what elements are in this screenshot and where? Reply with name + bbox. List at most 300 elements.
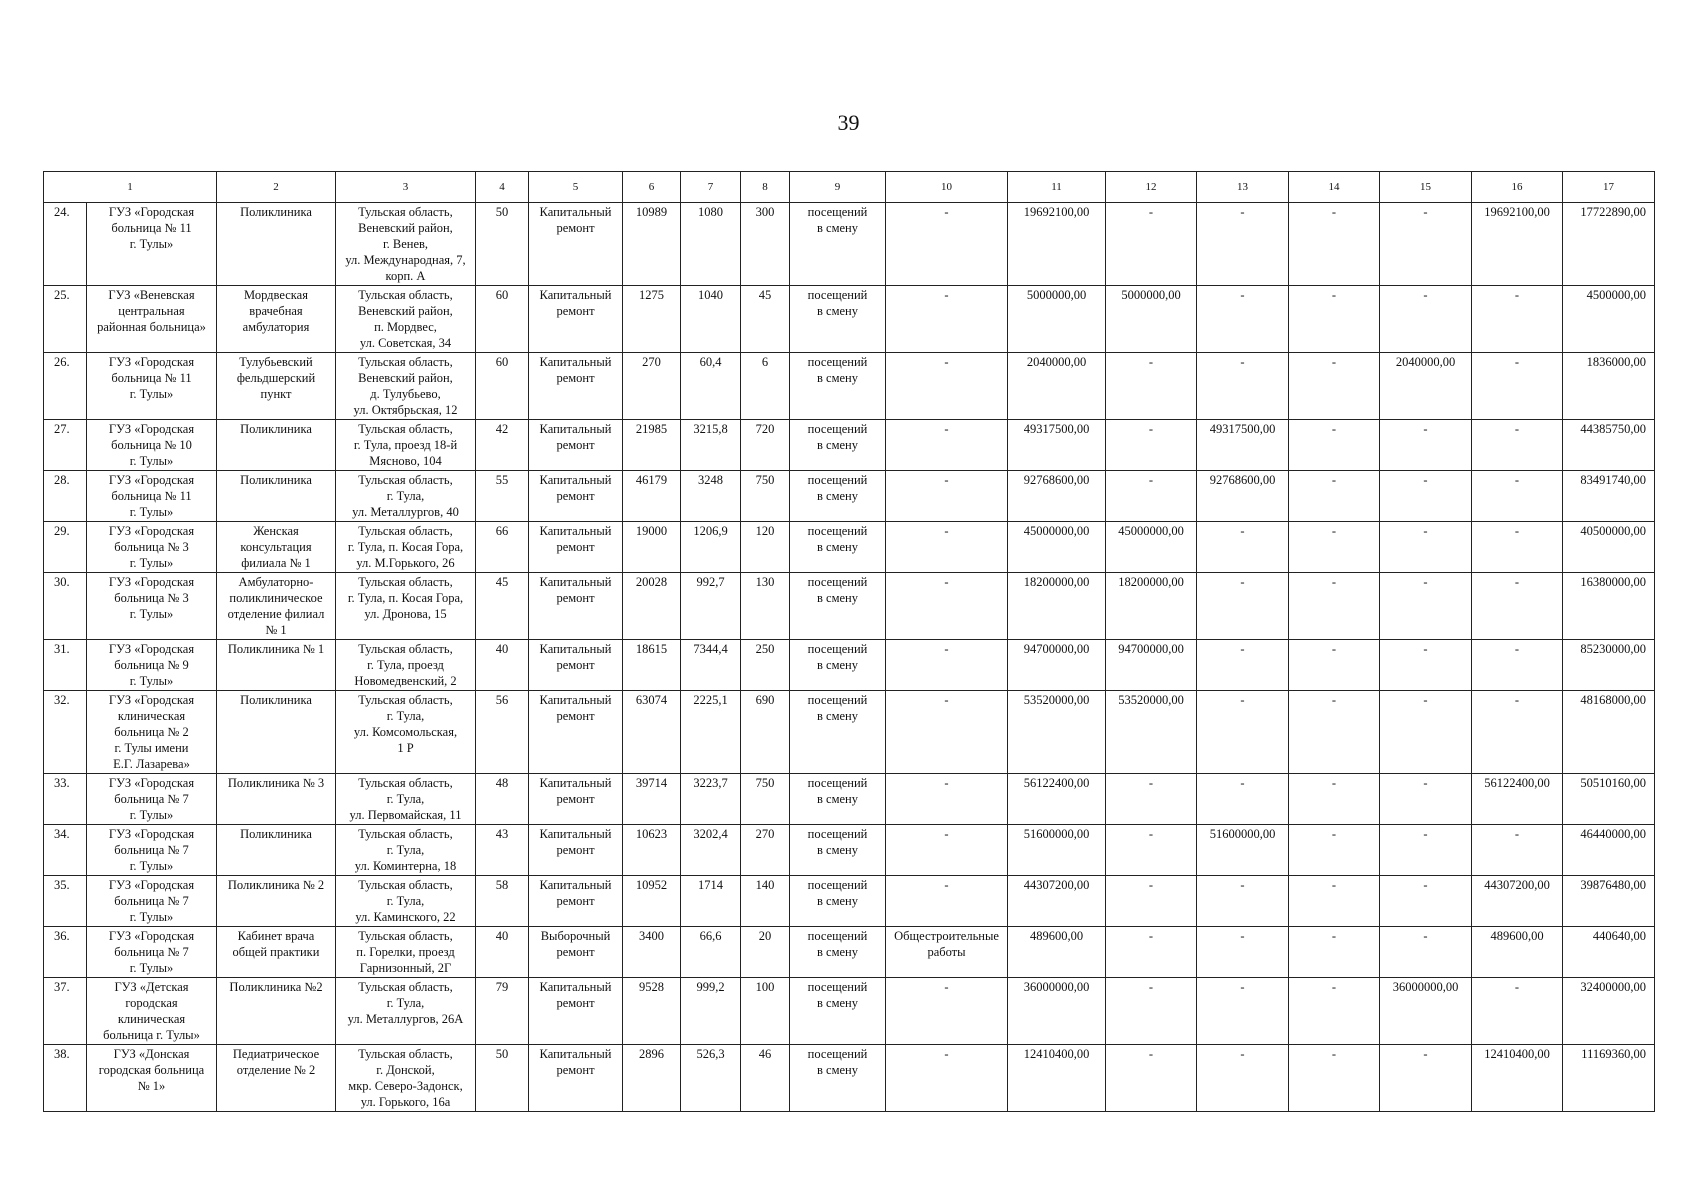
cell-col-8: 46 <box>741 1045 790 1112</box>
cell-line: Тульская область, <box>358 642 453 656</box>
cell-line: ремонт <box>556 489 595 503</box>
cell-address <box>336 640 476 691</box>
cell-col-7: 3223,7 <box>681 774 741 825</box>
cell-line: Тульская область, <box>358 422 453 436</box>
cell-col-13: - <box>1197 203 1289 286</box>
cell-object <box>217 774 336 825</box>
cell-col-6: 2896 <box>623 1045 681 1112</box>
cell-col-11: 51600000,00 <box>1008 825 1106 876</box>
table-row <box>44 978 1655 1045</box>
cell-work-type <box>529 471 623 522</box>
cell-col-7: 992,7 <box>681 573 741 640</box>
cell-line: ул. Международная, 7, <box>345 253 466 267</box>
cell-line: общей практики <box>232 945 320 959</box>
cell-line: ГУЗ «Городская <box>108 422 195 436</box>
cell-line: в смену <box>817 1063 858 1077</box>
cell-number: 34. <box>44 825 87 876</box>
cell-col-15: - <box>1380 825 1472 876</box>
cell-line: 1 Р <box>397 741 414 755</box>
cell-object <box>217 573 336 640</box>
cell-line: Поликлиника №2 <box>229 980 323 994</box>
cell-line: г. Тулы» <box>129 674 174 688</box>
cell-col-12: - <box>1106 774 1197 825</box>
cell-col-7: 1080 <box>681 203 741 286</box>
cell-address <box>336 353 476 420</box>
cell-col-7: 60,4 <box>681 353 741 420</box>
cell-line: ул. Советская, 34 <box>359 336 452 350</box>
cell-line: больница № 7 <box>114 894 189 908</box>
cell-unit <box>790 825 886 876</box>
cell-line: - <box>944 693 949 707</box>
cell-line: ул. Металлургов, 40 <box>352 505 459 519</box>
cell-line: Капитальный <box>539 1047 612 1061</box>
table-row <box>44 1045 1655 1112</box>
cell-line: г. Тула, <box>386 792 425 806</box>
cell-col-16: 56122400,00 <box>1472 774 1563 825</box>
cell-organization <box>87 522 217 573</box>
cell-line: мкр. Северо-Задонск, <box>348 1079 463 1093</box>
cell-line: Мясново, 104 <box>369 454 442 468</box>
cell-line: № 1 <box>265 623 287 637</box>
cell-col-15: - <box>1380 1045 1472 1112</box>
cell-line: в смену <box>817 894 858 908</box>
cell-col-8: 720 <box>741 420 790 471</box>
cell-organization <box>87 691 217 774</box>
cell-line: п. Горелки, проезд <box>356 945 455 959</box>
cell-col-17: 32400000,00 <box>1563 978 1655 1045</box>
cell-col-7: 3215,8 <box>681 420 741 471</box>
cell-col-14: - <box>1289 522 1380 573</box>
cell-col-17: 44385750,00 <box>1563 420 1655 471</box>
cell-line: ГУЗ «Городская <box>108 355 195 369</box>
cell-col-17: 1836000,00 <box>1563 353 1655 420</box>
cell-col-4: 45 <box>476 573 529 640</box>
cell-line: в смену <box>817 945 858 959</box>
cell-col-14: - <box>1289 1045 1380 1112</box>
cell-col-7: 66,6 <box>681 927 741 978</box>
cell-line: - <box>944 1047 949 1061</box>
cell-object <box>217 876 336 927</box>
cell-unit <box>790 573 886 640</box>
cell-line: г. Тула, проезд <box>367 658 444 672</box>
cell-line: клиническая <box>117 709 186 723</box>
cell-col-4: 40 <box>476 640 529 691</box>
cell-col-6: 63074 <box>623 691 681 774</box>
cell-col-7: 1040 <box>681 286 741 353</box>
cell-col-10 <box>886 927 1008 978</box>
cell-col-17: 46440000,00 <box>1563 825 1655 876</box>
cell-line: Амбулаторно- <box>238 575 314 589</box>
cell-line: Капитальный <box>539 776 612 790</box>
cell-col-4: 66 <box>476 522 529 573</box>
cell-line: Капитальный <box>539 422 612 436</box>
cell-col-4: 56 <box>476 691 529 774</box>
cell-organization <box>87 573 217 640</box>
cell-col-10 <box>886 471 1008 522</box>
cell-col-17: 4500000,00 <box>1563 286 1655 353</box>
table-row <box>44 522 1655 573</box>
table-row <box>44 420 1655 471</box>
cell-number: 38. <box>44 1045 87 1112</box>
cell-address <box>336 1045 476 1112</box>
cell-line: ГУЗ «Веневская <box>108 288 195 302</box>
cell-line: посещений <box>807 642 868 656</box>
cell-address <box>336 522 476 573</box>
cell-line: посещений <box>807 288 868 302</box>
cell-line: Тульская область, <box>358 473 453 487</box>
cell-line: г. Тулы» <box>129 556 174 570</box>
column-header-12: 12 <box>1106 172 1197 203</box>
cell-line: - <box>944 355 949 369</box>
cell-col-15: - <box>1380 420 1472 471</box>
cell-line: - <box>944 642 949 656</box>
cell-number: 25. <box>44 286 87 353</box>
cell-line: г. Тулы» <box>129 808 174 822</box>
cell-col-13: - <box>1197 876 1289 927</box>
cell-col-11: 489600,00 <box>1008 927 1106 978</box>
cell-col-16: - <box>1472 978 1563 1045</box>
cell-work-type <box>529 691 623 774</box>
cell-col-6: 10623 <box>623 825 681 876</box>
cell-col-12: - <box>1106 927 1197 978</box>
cell-line: в смену <box>817 843 858 857</box>
cell-col-15: 36000000,00 <box>1380 978 1472 1045</box>
cell-col-4: 58 <box>476 876 529 927</box>
column-header-11: 11 <box>1008 172 1106 203</box>
column-header-3: 3 <box>336 172 476 203</box>
cell-line: больница № 11 <box>111 489 192 503</box>
cell-number: 33. <box>44 774 87 825</box>
cell-line: Поликлиника <box>240 205 312 219</box>
cell-line: больница № 9 <box>114 658 189 672</box>
cell-col-7: 7344,4 <box>681 640 741 691</box>
cell-object <box>217 825 336 876</box>
cell-col-6: 10952 <box>623 876 681 927</box>
cell-line: посещений <box>807 473 868 487</box>
table-row <box>44 640 1655 691</box>
cell-line: посещений <box>807 776 868 790</box>
cell-col-17: 17722890,00 <box>1563 203 1655 286</box>
cell-organization <box>87 825 217 876</box>
cell-line: консультация <box>240 540 312 554</box>
cell-line: - <box>944 776 949 790</box>
cell-col-10 <box>886 1045 1008 1112</box>
cell-work-type <box>529 420 623 471</box>
cell-line: в смену <box>817 540 858 554</box>
cell-col-8: 120 <box>741 522 790 573</box>
data-table <box>43 171 1655 1112</box>
cell-col-11: 94700000,00 <box>1008 640 1106 691</box>
table-row <box>44 825 1655 876</box>
cell-line: г. Тула, <box>386 996 425 1010</box>
cell-col-6: 20028 <box>623 573 681 640</box>
cell-col-4: 79 <box>476 978 529 1045</box>
cell-col-14: - <box>1289 471 1380 522</box>
cell-col-16: - <box>1472 640 1563 691</box>
cell-line: в смену <box>817 438 858 452</box>
cell-line: в смену <box>817 221 858 235</box>
cell-col-12: 18200000,00 <box>1106 573 1197 640</box>
cell-line: ремонт <box>556 709 595 723</box>
cell-col-16: 44307200,00 <box>1472 876 1563 927</box>
cell-line: г. Тулы» <box>129 910 174 924</box>
cell-col-13: - <box>1197 774 1289 825</box>
cell-col-16: 19692100,00 <box>1472 203 1563 286</box>
cell-col-14: - <box>1289 420 1380 471</box>
cell-line: Поликлиника № 1 <box>227 642 325 656</box>
cell-address <box>336 978 476 1045</box>
cell-col-11: 18200000,00 <box>1008 573 1106 640</box>
cell-line: больница № 7 <box>114 792 189 806</box>
cell-line: Капитальный <box>539 205 612 219</box>
cell-line: ремонт <box>556 221 595 235</box>
cell-col-11: 19692100,00 <box>1008 203 1106 286</box>
cell-address <box>336 876 476 927</box>
cell-col-8: 130 <box>741 573 790 640</box>
cell-line: ремонт <box>556 591 595 605</box>
cell-col-12: - <box>1106 825 1197 876</box>
cell-col-17: 440640,00 <box>1563 927 1655 978</box>
cell-line: Поликлиника № 3 <box>227 776 325 790</box>
cell-line: Мордвеская <box>244 288 308 302</box>
table-row <box>44 876 1655 927</box>
cell-line: г. Тула, <box>386 709 425 723</box>
cell-organization <box>87 927 217 978</box>
cell-number: 35. <box>44 876 87 927</box>
cell-col-14: - <box>1289 286 1380 353</box>
cell-col-15: - <box>1380 876 1472 927</box>
cell-col-15: - <box>1380 640 1472 691</box>
table-row <box>44 353 1655 420</box>
cell-col-16: - <box>1472 522 1563 573</box>
cell-number: 32. <box>44 691 87 774</box>
cell-number: 26. <box>44 353 87 420</box>
column-header-10: 10 <box>886 172 1008 203</box>
cell-line: Выборочный <box>540 929 611 943</box>
cell-col-17: 48168000,00 <box>1563 691 1655 774</box>
cell-line: в смену <box>817 371 858 385</box>
cell-col-10 <box>886 774 1008 825</box>
cell-line: Капитальный <box>539 524 612 538</box>
cell-col-11: 49317500,00 <box>1008 420 1106 471</box>
cell-col-12: - <box>1106 471 1197 522</box>
cell-col-4: 48 <box>476 774 529 825</box>
cell-col-16: - <box>1472 825 1563 876</box>
cell-line: г. Тула, <box>386 843 425 857</box>
cell-line: Капитальный <box>539 980 612 994</box>
cell-unit <box>790 640 886 691</box>
cell-col-10 <box>886 353 1008 420</box>
cell-line: посещений <box>807 878 868 892</box>
cell-line: посещений <box>807 524 868 538</box>
cell-line: ул. Каминского, 22 <box>355 910 456 924</box>
cell-unit <box>790 1045 886 1112</box>
cell-line: ГУЗ «Городская <box>108 878 195 892</box>
cell-line: Тульская область, <box>358 524 453 538</box>
cell-line: посещений <box>807 422 868 436</box>
cell-number: 30. <box>44 573 87 640</box>
cell-col-8: 270 <box>741 825 790 876</box>
cell-object <box>217 471 336 522</box>
cell-line: ул. Коминтерна, 18 <box>354 859 457 873</box>
cell-col-6: 9528 <box>623 978 681 1045</box>
cell-col-10 <box>886 573 1008 640</box>
cell-line: ремонт <box>556 945 595 959</box>
cell-number: 37. <box>44 978 87 1045</box>
cell-line: Капитальный <box>539 355 612 369</box>
cell-line: ремонт <box>556 540 595 554</box>
cell-line: - <box>944 205 949 219</box>
cell-unit <box>790 522 886 573</box>
cell-line: - <box>944 827 949 841</box>
cell-work-type <box>529 825 623 876</box>
cell-line: больница № 10 <box>111 438 192 452</box>
cell-line: врачебная <box>249 304 303 318</box>
cell-col-11: 44307200,00 <box>1008 876 1106 927</box>
cell-col-10 <box>886 978 1008 1045</box>
cell-col-16: 489600,00 <box>1472 927 1563 978</box>
cell-col-8: 6 <box>741 353 790 420</box>
cell-col-12: - <box>1106 876 1197 927</box>
cell-line: Тульская область, <box>358 1047 453 1061</box>
cell-line: ул. Дронова, 15 <box>364 607 447 621</box>
cell-col-12: - <box>1106 420 1197 471</box>
cell-organization <box>87 774 217 825</box>
column-header-7: 7 <box>681 172 741 203</box>
cell-line: в смену <box>817 709 858 723</box>
cell-line: Капитальный <box>539 288 612 302</box>
cell-col-14: - <box>1289 927 1380 978</box>
cell-col-8: 750 <box>741 774 790 825</box>
cell-line: ГУЗ «Городская <box>108 827 195 841</box>
column-header-4: 4 <box>476 172 529 203</box>
cell-line: Тульская область, <box>358 776 453 790</box>
cell-work-type <box>529 640 623 691</box>
cell-line: посещений <box>807 575 868 589</box>
cell-col-11: 45000000,00 <box>1008 522 1106 573</box>
cell-work-type <box>529 927 623 978</box>
cell-line: ул. Первомайская, 11 <box>349 808 462 822</box>
cell-line: Кабинет врача <box>237 929 315 943</box>
cell-number: 36. <box>44 927 87 978</box>
cell-col-13: - <box>1197 522 1289 573</box>
cell-col-14: - <box>1289 573 1380 640</box>
cell-line: ГУЗ «Городская <box>108 642 195 656</box>
cell-line: ремонт <box>556 304 595 318</box>
cell-line: Гарнизонный, 2Г <box>359 961 452 975</box>
cell-address <box>336 573 476 640</box>
cell-col-15: 2040000,00 <box>1380 353 1472 420</box>
cell-line: в смену <box>817 304 858 318</box>
cell-col-10 <box>886 522 1008 573</box>
cell-line: Поликлиника № 2 <box>227 878 325 892</box>
cell-line: г. Тула, <box>386 489 425 503</box>
cell-line: п. Мордвес, <box>374 320 437 334</box>
cell-col-15: - <box>1380 691 1472 774</box>
cell-line: - <box>944 288 949 302</box>
column-header-1: 1 <box>44 172 217 203</box>
cell-col-6: 19000 <box>623 522 681 573</box>
cell-col-7: 3248 <box>681 471 741 522</box>
cell-object <box>217 522 336 573</box>
cell-organization <box>87 353 217 420</box>
cell-address <box>336 825 476 876</box>
cell-line: больница № 11 <box>111 221 192 235</box>
cell-number: 27. <box>44 420 87 471</box>
cell-line: корп. А <box>385 269 426 283</box>
cell-object <box>217 203 336 286</box>
cell-line: ремонт <box>556 1063 595 1077</box>
cell-line: в смену <box>817 996 858 1010</box>
cell-col-13: - <box>1197 353 1289 420</box>
column-header-5: 5 <box>529 172 623 203</box>
cell-col-8: 690 <box>741 691 790 774</box>
cell-line: г. Тула, п. Косая Гора, <box>347 591 464 605</box>
cell-col-17: 50510160,00 <box>1563 774 1655 825</box>
cell-line: Поликлиника <box>240 422 312 436</box>
cell-line: посещений <box>807 827 868 841</box>
cell-unit <box>790 774 886 825</box>
cell-unit <box>790 927 886 978</box>
cell-work-type <box>529 1045 623 1112</box>
cell-line: ремонт <box>556 658 595 672</box>
cell-col-4: 60 <box>476 353 529 420</box>
cell-address <box>336 286 476 353</box>
column-header-17: 17 <box>1563 172 1655 203</box>
cell-col-4: 60 <box>476 286 529 353</box>
cell-col-7: 2225,1 <box>681 691 741 774</box>
cell-col-17: 16380000,00 <box>1563 573 1655 640</box>
cell-col-7: 999,2 <box>681 978 741 1045</box>
cell-line: Тульская область, <box>358 575 453 589</box>
cell-line: ремонт <box>556 792 595 806</box>
cell-col-13: 51600000,00 <box>1197 825 1289 876</box>
cell-number: 24. <box>44 203 87 286</box>
cell-col-15: - <box>1380 573 1472 640</box>
cell-col-4: 42 <box>476 420 529 471</box>
cell-line: Тульская область, <box>358 878 453 892</box>
cell-line: ул. Октябрьская, 12 <box>353 403 458 417</box>
cell-line: Педиатрическое <box>232 1047 320 1061</box>
table-row <box>44 774 1655 825</box>
cell-line: г. Тула, п. Косая Гора, <box>347 540 464 554</box>
cell-line: ул. Комсомольская, <box>353 725 458 739</box>
cell-organization <box>87 286 217 353</box>
cell-col-16: - <box>1472 691 1563 774</box>
cell-line: ГУЗ «Донская <box>113 1047 190 1061</box>
cell-col-16: - <box>1472 471 1563 522</box>
cell-unit <box>790 286 886 353</box>
cell-col-6: 10989 <box>623 203 681 286</box>
cell-address <box>336 203 476 286</box>
cell-col-12: - <box>1106 353 1197 420</box>
cell-line: ГУЗ «Городская <box>108 524 195 538</box>
cell-line: д. Тулубьево, <box>370 387 441 401</box>
column-header-2: 2 <box>217 172 336 203</box>
cell-line: Веневский район, <box>358 304 453 318</box>
table-row <box>44 927 1655 978</box>
cell-address <box>336 420 476 471</box>
cell-line: г. Тулы» <box>129 454 174 468</box>
cell-object <box>217 420 336 471</box>
cell-line: Капитальный <box>539 473 612 487</box>
cell-line: Поликлиника <box>240 827 312 841</box>
cell-unit <box>790 203 886 286</box>
cell-work-type <box>529 203 623 286</box>
cell-work-type <box>529 978 623 1045</box>
cell-col-10 <box>886 640 1008 691</box>
cell-col-6: 39714 <box>623 774 681 825</box>
